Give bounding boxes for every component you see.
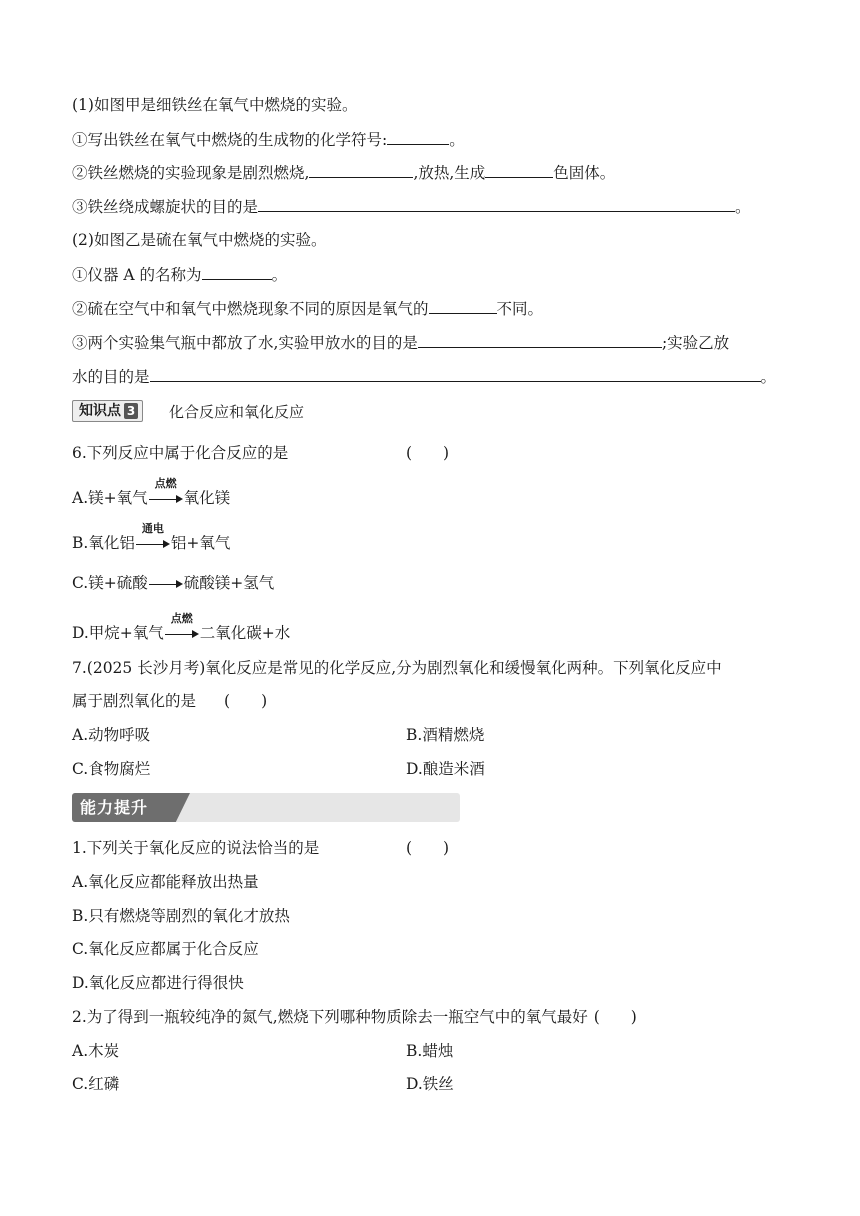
option-d-products: 二氧化碳+水 xyxy=(199,624,291,642)
question-2c-text-1: ③两个实验集气瓶中都放了水,实验甲放水的目的是 xyxy=(72,334,418,352)
question-1c xyxy=(72,195,751,218)
answer-paren[interactable]: ( ) xyxy=(224,692,268,710)
question-2b-text-1: ②硫在空气中和氧气中燃烧现象不同的原因是氧气的 xyxy=(72,300,429,318)
option-a-products: 氧化镁 xyxy=(183,489,231,507)
reaction-condition: 通电 xyxy=(141,522,164,535)
answer-blank[interactable] xyxy=(418,331,662,348)
question-6-option-a[interactable] xyxy=(72,477,231,509)
option-c-reactants: C.镁+硫酸 xyxy=(72,574,148,592)
option-d-reactants: D.甲烷+氧气 xyxy=(72,624,164,642)
reaction-arrow-icon xyxy=(136,522,170,551)
period: 。 xyxy=(449,131,465,149)
ability-question-2-stem xyxy=(72,1006,637,1028)
ability-question-1-stem: 1.下列关于氧化反应的说法恰当的是 xyxy=(72,839,320,857)
ability-question-2-stem-text: 2.为了得到一瓶较纯净的氮气,燃烧下列哪种物质除去一瓶空气中的氧气最好 xyxy=(72,1008,588,1026)
reaction-arrow-icon xyxy=(149,577,183,591)
question-1b-text-2: ,放热,生成 xyxy=(413,164,486,182)
question-7-stem-text: 属于剧烈氧化的是 xyxy=(72,692,197,710)
option-b-reactants: B.氧化铝 xyxy=(72,534,135,552)
answer-blank[interactable] xyxy=(150,365,761,382)
ability-question-2-option-d[interactable]: D.铁丝 xyxy=(406,1075,454,1093)
knowledge-point-label: 知识点 xyxy=(79,403,121,419)
answer-blank[interactable] xyxy=(258,195,735,212)
period: 。 xyxy=(760,368,777,386)
question-1a-text: ①写出铁丝在氧气中燃烧的生成物的化学符号: xyxy=(72,131,388,149)
answer-paren[interactable]: ( ) xyxy=(406,444,450,462)
question-2c-text-3: 水的目的是 xyxy=(72,368,150,386)
ability-question-1-option-a[interactable]: A.氧化反应都能释放出热量 xyxy=(72,873,259,891)
knowledge-point-title: 化合反应和氧化反应 xyxy=(169,403,305,421)
question-2b-text-2: 不同。 xyxy=(496,300,544,318)
question-2c-text-2: ;实验乙放 xyxy=(661,334,730,352)
question-6-stem: 6.下列反应中属于化合反应的是 xyxy=(72,444,289,462)
knowledge-point-badge xyxy=(72,400,143,422)
question-7-option-d[interactable]: D.酿造米酒 xyxy=(406,760,485,778)
ability-question-2-option-b[interactable]: B.蜡烛 xyxy=(406,1042,454,1060)
question-6-option-b[interactable] xyxy=(72,522,231,554)
ability-question-2-option-c[interactable]: C.红磷 xyxy=(72,1075,120,1093)
question-1b xyxy=(72,161,615,184)
reaction-arrow-icon xyxy=(165,612,199,641)
reaction-condition: 点燃 xyxy=(170,612,193,625)
question-6-option-c[interactable] xyxy=(72,572,274,594)
answer-blank[interactable] xyxy=(387,128,449,145)
question-6-option-d[interactable] xyxy=(72,612,291,644)
period: 。 xyxy=(735,198,751,216)
knowledge-point-number: 3 xyxy=(124,403,138,419)
option-a-reactants: A.镁+氧气 xyxy=(72,489,148,507)
question-1c-text: ③铁丝绕成螺旋状的目的是 xyxy=(72,198,259,216)
option-b-products: 铝+氧气 xyxy=(170,534,231,552)
question-1b-text-1: ②铁丝燃烧的实验现象是剧烈燃烧, xyxy=(72,164,310,182)
question-2c-continued xyxy=(72,365,776,388)
option-c-products: 硫酸镁+氢气 xyxy=(183,574,275,592)
section-title: 能力提升 xyxy=(80,798,149,817)
ability-question-2-option-a[interactable]: A.木炭 xyxy=(72,1042,120,1060)
answer-paren[interactable]: ( ) xyxy=(593,1008,637,1026)
question-2-intro: (2)如图乙是硫在氧气中燃烧的实验。 xyxy=(72,231,327,249)
question-1a xyxy=(72,128,465,151)
answer-blank[interactable] xyxy=(429,297,497,314)
answer-blank[interactable] xyxy=(202,263,272,280)
ability-question-1-option-c[interactable]: C.氧化反应都属于化合反应 xyxy=(72,940,259,958)
question-7-stem-line-2 xyxy=(72,690,267,712)
question-7-stem-line-1: 7.(2025 长沙月考)氧化反应是常见的化学反应,分为剧烈氧化和缓慢氧化两种。下列氧化反应中 xyxy=(72,659,722,677)
question-2c xyxy=(72,331,729,354)
reaction-condition: 点燃 xyxy=(154,477,177,490)
question-1b-text-3: 色固体。 xyxy=(553,164,616,182)
question-7-option-b[interactable]: B.酒精燃烧 xyxy=(406,726,485,744)
question-2a xyxy=(72,263,287,286)
question-7-option-c[interactable]: C.食物腐烂 xyxy=(72,760,151,778)
answer-blank[interactable] xyxy=(485,161,553,178)
ability-question-1-option-d[interactable]: D.氧化反应都进行得很快 xyxy=(72,974,244,992)
ability-question-1-option-b[interactable]: B.只有燃烧等剧烈的氧化才放热 xyxy=(72,907,290,925)
reaction-arrow-icon xyxy=(149,477,183,506)
period: 。 xyxy=(271,266,288,284)
answer-paren[interactable]: ( ) xyxy=(406,839,450,857)
answer-blank[interactable] xyxy=(309,161,413,178)
question-7-option-a[interactable]: A.动物呼吸 xyxy=(72,726,151,744)
question-2b xyxy=(72,297,543,320)
question-2a-text: ①仪器 A 的名称为 xyxy=(72,266,202,284)
section-header xyxy=(72,793,460,822)
question-1-intro: (1)如图甲是细铁丝在氧气中燃烧的实验。 xyxy=(72,96,358,114)
